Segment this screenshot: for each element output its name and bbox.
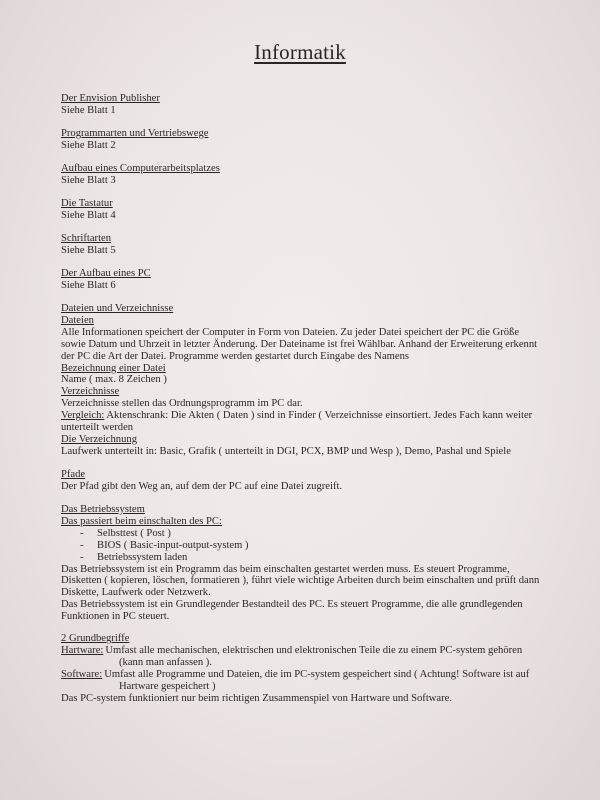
list-item: - Betriebssystem laden [61,552,561,564]
paragraph-line: Das Betriebssystem ist ein Programm das beim einschalten gestartet werden muss. Es steuert Programme, [61,563,510,575]
section-heading: Programmarten und Vertriebswege [61,128,209,139]
paragraph-line: Das PC-system funktioniert nur beim richtigen Zusammenspiel von Hartware und Software. [61,692,453,704]
paragraph-line: Das Betriebssystem ist ein Grundlegender Bestandteil des PC. Es steuert Programme, die alle grundlegenden [61,599,523,611]
document-body [61,93,561,716]
vergleich-text: Aktenschrank: Die Akten ( Daten ) sind in Finder ( Verzeichnisse einsortiert. Jedes Fach kann weiter [104,410,533,422]
term-hardware: Hartware: [61,645,104,657]
page-title: Informatik [254,40,346,64]
definition-hardware [61,645,561,657]
paragraph-line: Diskette, Laufwerk oder Netzwerk. [61,587,211,599]
vergleich-label: Vergleich: [61,410,105,422]
subheading-bezeichnung: Bezeichnung einer Datei [61,362,166,374]
subheading-verzeichnung: Die Verzeichnung [61,433,137,445]
section-schriftarten [61,233,561,257]
section-heading: Dateien und Verzeichnisse [61,303,174,314]
section-heading: Der Aufbau eines PC [61,268,151,279]
section-aufbau-arbeitsplatz [61,163,561,187]
section-programmarten [61,128,561,152]
subheading-dateien: Dateien [61,314,94,326]
section-grundbegriffe [61,633,561,704]
section-heading: Aufbau eines Computerarbeitsplatzes [61,163,220,174]
section-heading: Pfade [61,468,86,480]
definition-text-cont: (kann man anfassen ). [119,657,212,669]
paragraph-line: Verzeichnisse stellen das Ordnungsprogramm im PC dar. [61,398,303,410]
section-reference: Siehe Blatt 6 [61,279,116,291]
section-reference: Siehe Blatt 3 [61,174,116,186]
section-reference: Siehe Blatt 4 [61,209,116,221]
list-item: - BIOS ( Basic-input-output-system ) [61,540,561,552]
section-reference: Siehe Blatt 5 [61,244,116,256]
definition-software [61,669,561,681]
section-heading: 2 Grundbegriffe [61,633,130,645]
section-betriebssystem [61,504,561,623]
paragraph-line: Alle Informationen speichert der Computer in Form von Dateien. Zu jeder Datei speichert der PC die Größe [61,326,520,338]
section-pfade [61,469,561,493]
section-envision [61,93,561,117]
section-tastatur [61,198,561,222]
section-dateien [61,303,561,458]
section-reference: Siehe Blatt 2 [61,139,116,151]
section-heading: Die Tastatur [61,198,113,209]
list-item: - Selbsttest ( Post ) [61,528,561,540]
paragraph-line: Name ( max. 8 Zeichen ) [61,374,167,386]
term-software: Software: [61,669,103,681]
paragraph-line: unterteilt werden [61,422,134,434]
paragraph-line: Disketten ( kopieren, löschen, formatieren ), führt viele wichtige Arbeiten durch beim einschalten und prüft dann [61,575,540,587]
paragraph-line: Funktionen in PC steuert. [61,611,170,623]
paragraph-line: der PC die Art der Datei. Programme werden gestartet durch Eingabe des Namens [61,350,410,362]
paragraph-line-vergleich [61,410,561,422]
subheading-verzeichnisse: Verzeichnisse [61,386,120,398]
section-heading: Der Envision Publisher [61,93,160,104]
subheading-einschalten: Das passiert beim einschalten des PC: [61,515,222,527]
paragraph-line: Laufwerk unterteilt in: Basic, Grafik ( unterteilt in DGI, PCX, BMP und Wesp ), Demo, Pashal und Spiele [61,445,511,457]
section-heading: Das Betriebssystem [61,503,145,515]
section-aufbau-pc [61,268,561,292]
definition-text: Umfast alle mechanischen, elektrischen und elektronischen Teile die zu einem PC-system gehören [105,645,523,657]
definition-text-cont: Hartware gespeichert ) [119,681,216,693]
section-reference: Siehe Blatt 1 [61,104,116,116]
paragraph-line: sowie Datum und Uhrzeit in letzter Änderung. Der Dateiname ist frei Wählbar. Anhand der Erweiterung erkennt [61,338,538,350]
paragraph-line: Der Pfad gibt den Weg an, auf dem der PC auf eine Datei zugreift. [61,480,343,492]
section-heading: Schriftarten [61,233,112,244]
definition-text: Umfast alle Programme und Dateien, die im PC-system gespeichert sind ( Achtung! Software ist auf [104,669,530,681]
